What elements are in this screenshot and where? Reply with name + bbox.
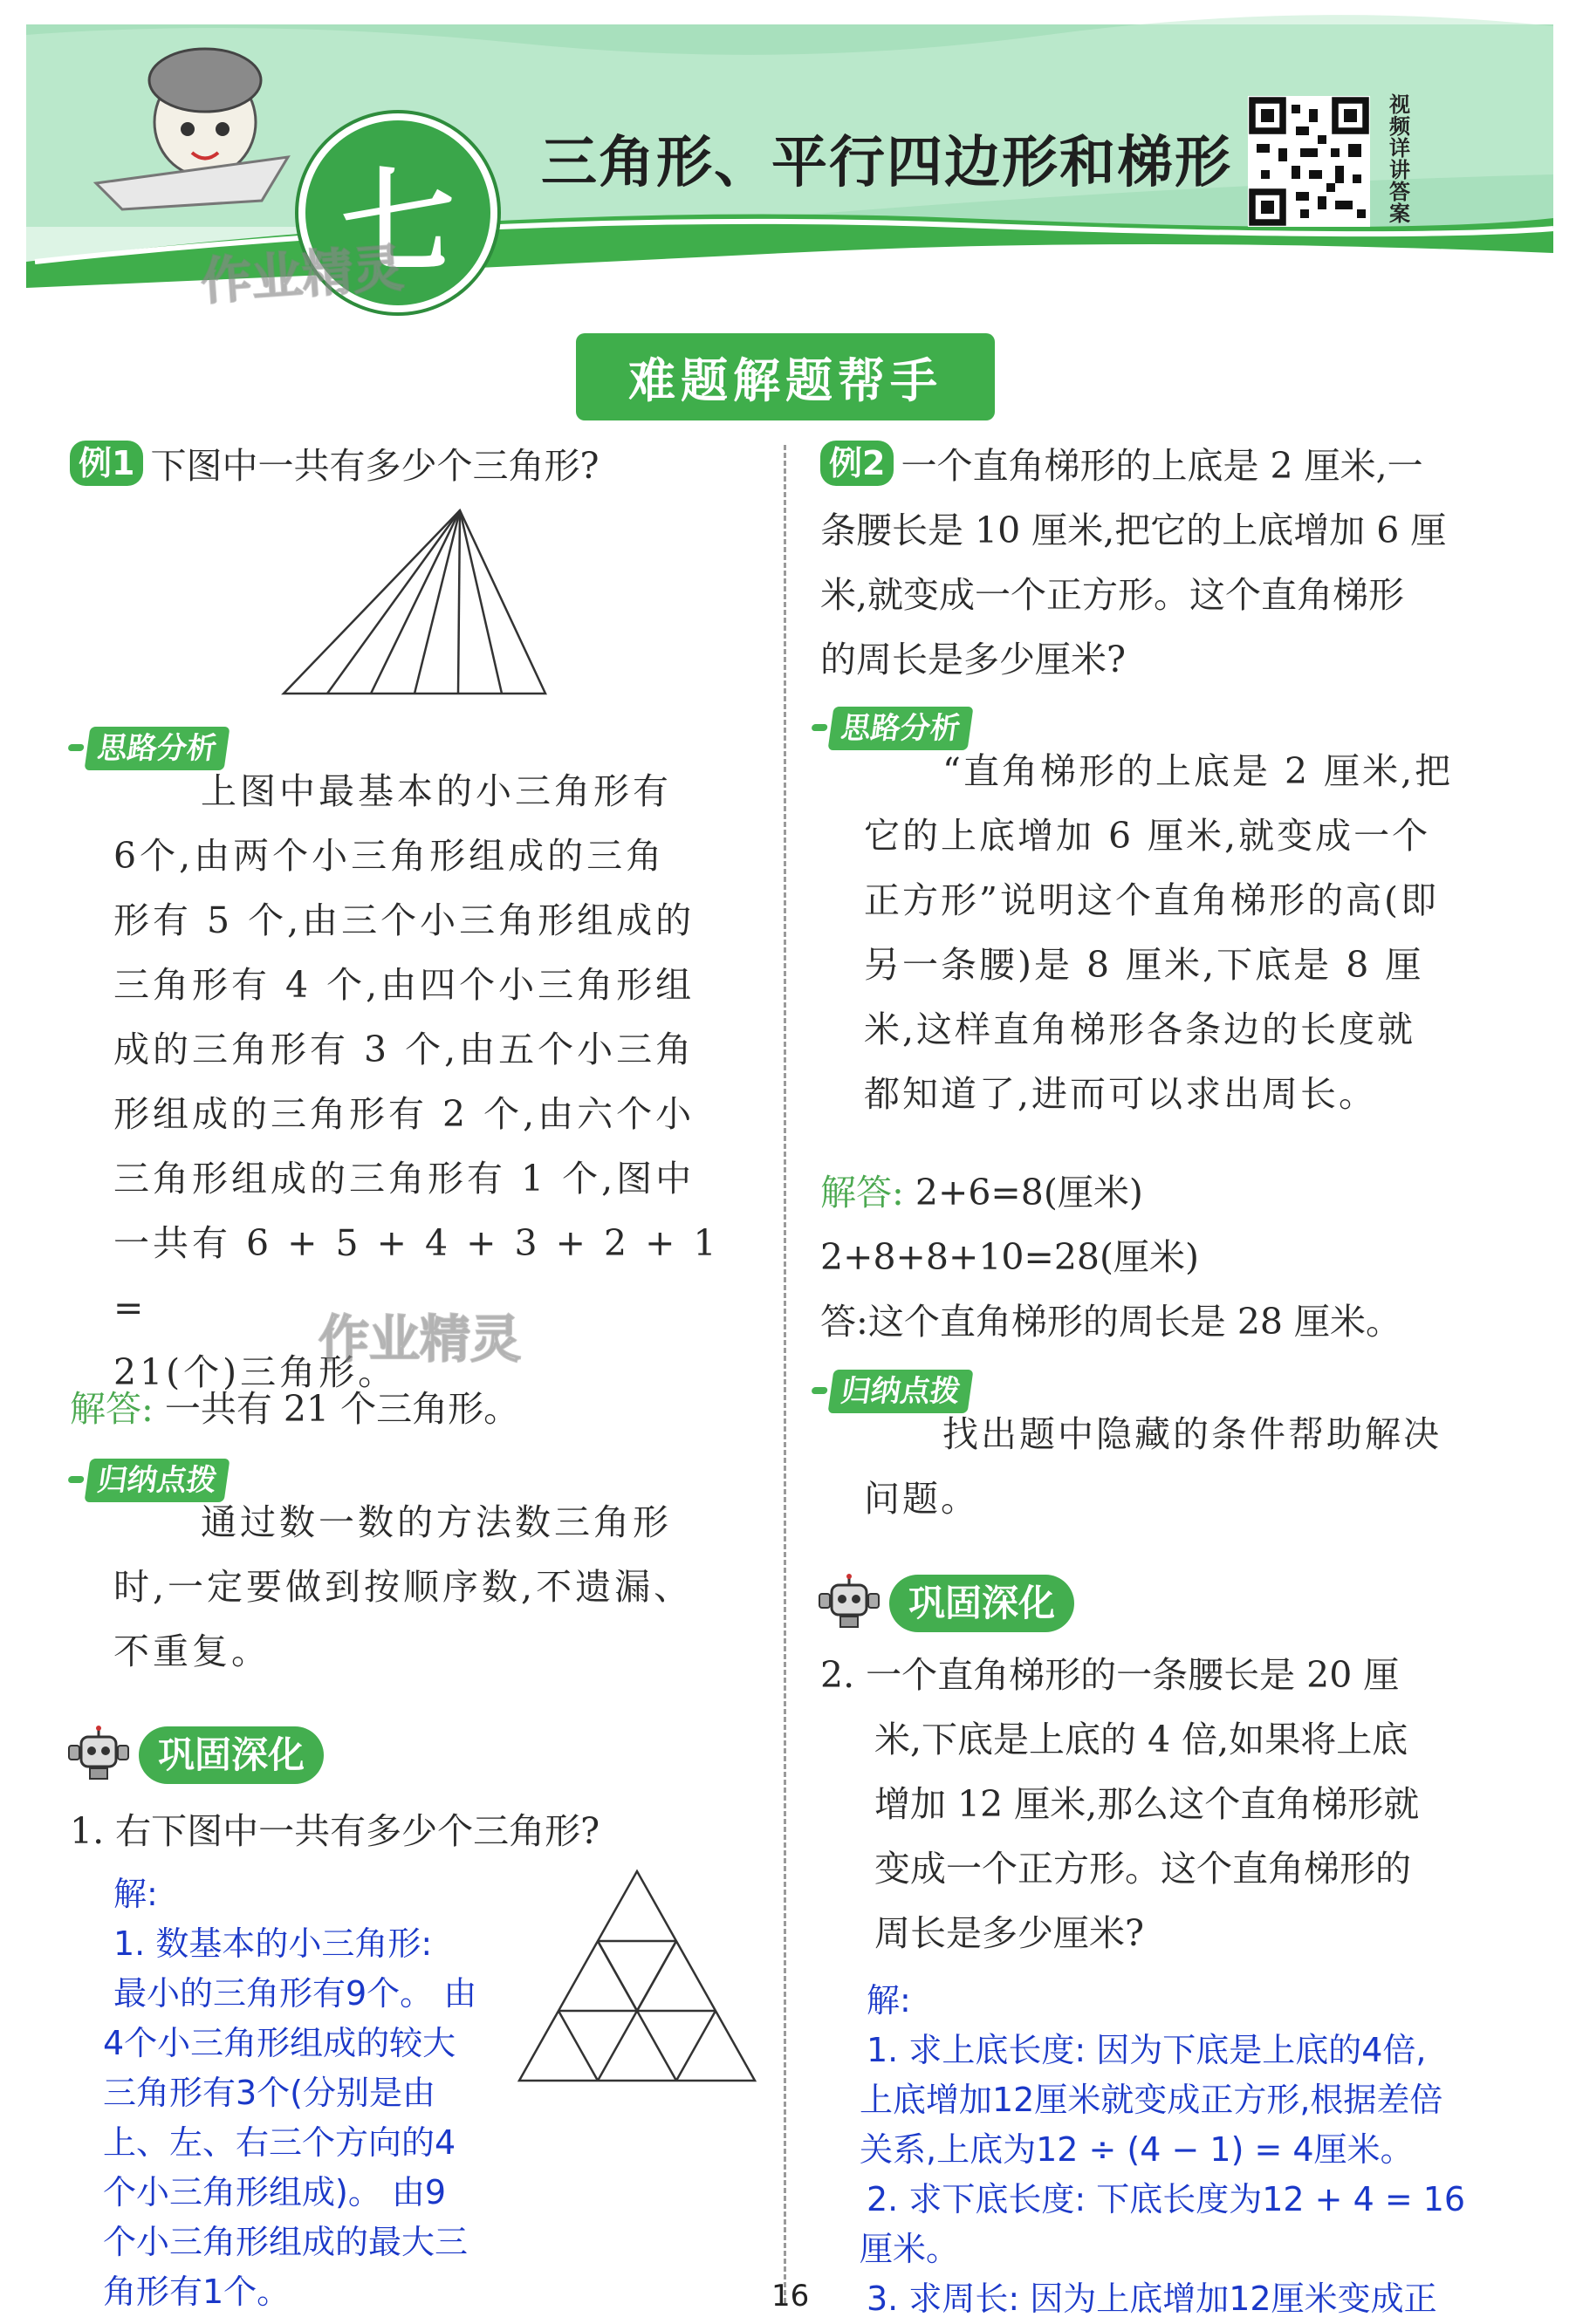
question-line: 米,下底是上底的 4 倍,如果将上底 (874, 1719, 1408, 1760)
example2-question (820, 434, 1518, 692)
analysis-line: 一共有 6 + 5 + 4 + 3 + 2 + 1 = (113, 1222, 720, 1329)
question-line: 米,就变成一个正方形。这个直角梯形 (820, 574, 1405, 616)
question-line: 的周长是多少厘米? (820, 639, 1126, 680)
question-line: 条腰长是 10 厘米,把它的上底增加 6 厘 (820, 509, 1447, 551)
question-line: 周长是多少厘米? (874, 1912, 1144, 1954)
analysis-line: 形组成的三角形有 2 个,由六个小 (113, 1093, 695, 1135)
solution-line: 2. 求下底长度: 下底长度为12 + 4 = 16 (867, 2180, 1466, 2218)
analysis-line: 正方形”说明这个直角梯形的高(即 (864, 879, 1439, 921)
answer-line: 2+6=8(厘米) (915, 1172, 1143, 1213)
summary-line: 找出题中隐藏的条件帮助解决 (942, 1413, 1442, 1455)
answer-line: 答:这个直角梯形的周长是 28 厘米。 (820, 1301, 1402, 1343)
solution-line: 上底增加12厘米就变成正方形,根据差倍 (860, 2081, 1443, 2119)
solution-line: 1. 求上底长度: 因为下底是上底的4倍, (867, 2031, 1427, 2069)
solution-line: 上、左、右三个方向的4 (103, 2123, 456, 2162)
answer-label: 解答: (820, 1172, 904, 1213)
analysis-line: “直角梯形的上底是 2 厘米,把 (942, 750, 1454, 792)
section-title: 难题解题帮手 (576, 333, 995, 420)
robot-icon (816, 1573, 886, 1634)
summary-line: 通过数一数的方法数三角形 (201, 1501, 672, 1543)
analysis-line: 三角形有 4 个,由四个小三角形组 (113, 964, 695, 1006)
exercise1-solution (103, 1869, 504, 2317)
solution-line: 个小三角形组成)。 由9 (103, 2173, 447, 2211)
example2-answer (820, 1160, 1536, 1354)
question-line: 2. 一个直角梯形的一条腰长是 20 厘 (820, 1654, 1400, 1696)
chapter-title: 三角形、平行四边形和梯形 (541, 131, 1232, 195)
example1-summary (113, 1490, 759, 1684)
chapter-number-badge: 七 (298, 113, 497, 312)
question-line: 增加 12 厘米,那么这个直角梯形就 (874, 1783, 1420, 1825)
example2-summary (864, 1402, 1510, 1531)
example2-analysis (864, 739, 1510, 1126)
consolidate-header-left (65, 1725, 324, 1786)
solution-line: 个小三角形组成的最大三 (103, 2223, 469, 2261)
analysis-line: 它的上底增加 6 厘米,就变成一个 (864, 815, 1431, 857)
analysis-line: 另一条腰)是 8 厘米,下底是 8 厘 (864, 944, 1424, 986)
analysis-line: 上图中最基本的小三角形有 (201, 770, 672, 812)
solution-line: 解: (867, 1981, 911, 2020)
example2-tag: 例2 (820, 441, 894, 486)
example1-summary-label: 归纳点拨 (84, 1459, 230, 1502)
solution-line: 1. 数基本的小三角形: (113, 1924, 433, 1963)
analysis-line: 米,这样直角梯形各条边的长度就 (864, 1008, 1416, 1050)
analysis-line: 21(个)三角形。 (113, 1351, 398, 1393)
example2-summary-label: 归纳点拨 (827, 1370, 973, 1413)
example1-question-block (70, 434, 768, 498)
answer-label: 解答: (70, 1388, 154, 1430)
qr-code-icon[interactable] (1248, 96, 1370, 227)
analysis-line: 都知道了,进而可以求出周长。 (864, 1073, 1378, 1115)
answer-line: 2+8+8+10=28(厘米) (820, 1236, 1200, 1278)
exercise1-question: 1. 右下图中一共有多少个三角形? (70, 1810, 600, 1852)
consolidate-label: 巩固深化 (889, 1575, 1074, 1632)
answer-text: 一共有 21 个三角形。 (164, 1388, 520, 1430)
summary-line: 不重复。 (113, 1630, 271, 1672)
solution-line: 4个小三角形组成的较大 (103, 2024, 456, 2062)
solution-line: 最小的三角形有9个。 由 (113, 1974, 477, 2013)
exercise1-triangle-grid-figure (515, 1867, 759, 2085)
example1-answer (70, 1377, 768, 1441)
example2-analysis-label: 思路分析 (827, 707, 973, 750)
example1-tag: 例1 (70, 441, 143, 486)
analysis-line: 形有 5 个,由三个小三角形组成的 (113, 899, 695, 941)
solution-line: 三角形有3个(分别是由 (103, 2074, 436, 2112)
solution-line: 3. 求周长: 因为上底增加12厘米变成正 (867, 2280, 1437, 2318)
solution-line: 解: (113, 1875, 158, 1913)
watermark: 作业精灵 (199, 237, 406, 311)
analysis-line: 成的三角形有 3 个,由五个小三角 (113, 1029, 695, 1070)
robot-icon (65, 1725, 135, 1786)
exercise2-question (820, 1643, 1536, 1965)
summary-line: 问题。 (864, 1478, 979, 1520)
exercise2-solution (860, 1976, 1558, 2324)
consolidate-header-right (816, 1573, 1074, 1634)
page-number: 16 (771, 2279, 810, 2314)
summary-line: 时,一定要做到按顺序数,不遗漏、 (113, 1566, 694, 1608)
column-divider (784, 445, 786, 2303)
question-line: 变成一个正方形。这个直角梯形的 (874, 1848, 1411, 1890)
question-line: 一个直角梯形的上底是 2 厘米,一 (901, 445, 1423, 487)
example1-analysis-label: 思路分析 (84, 727, 230, 770)
solution-line: 关系,上底为12 ÷ (4 − 1) = 4厘米。 (860, 2130, 1414, 2169)
solution-line: 厘米。 (860, 2230, 960, 2268)
solution-line: 角形有1个。 (103, 2273, 291, 2311)
analysis-line: 三角形组成的三角形有 1 个,图中 (113, 1158, 695, 1200)
qr-caption: 视频详讲答案 (1389, 92, 1410, 226)
example1-fan-triangle-figure (279, 506, 550, 698)
example1-question: 下图中一共有多少个三角形? (150, 445, 600, 487)
watermark: 作业精灵 (319, 1309, 522, 1369)
analysis-line: 6个,由两个小三角形组成的三角 (113, 835, 666, 877)
consolidate-label: 巩固深化 (139, 1726, 324, 1784)
